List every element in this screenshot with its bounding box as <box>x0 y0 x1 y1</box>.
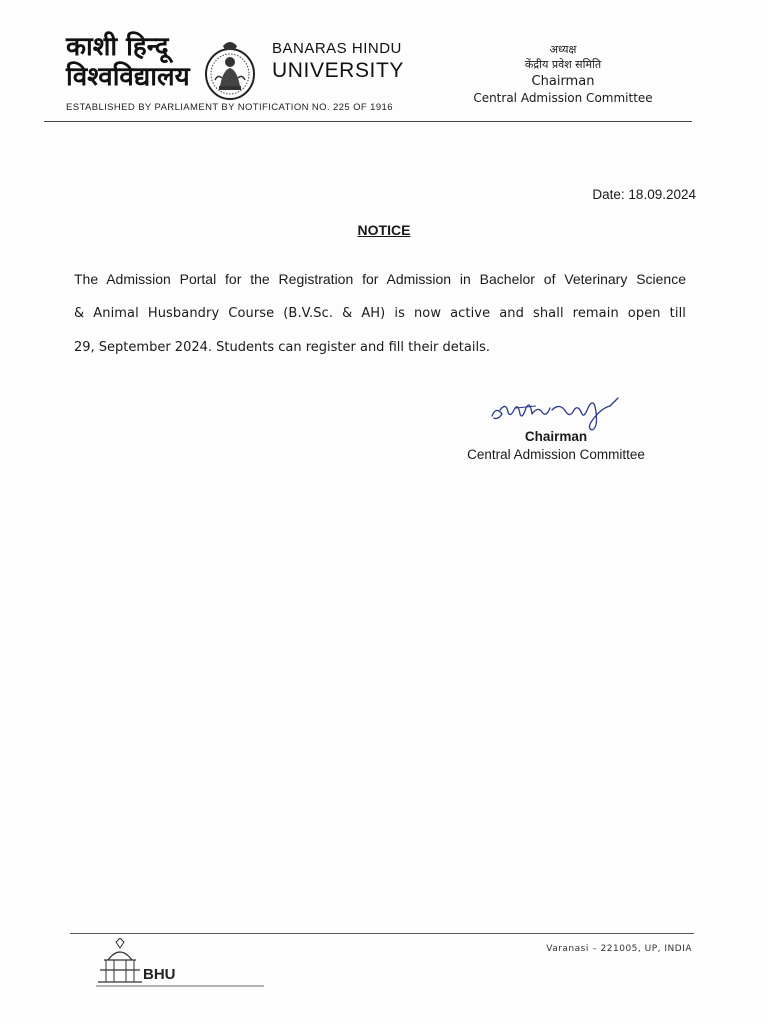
office-committee-hindi: केंद्रीय प्रवेश समिति <box>524 58 602 71</box>
bhu-building-icon <box>96 938 266 994</box>
english-name-line1: BANARAS HINDU <box>272 40 402 57</box>
hindi-name-line1: काशी हिन्दू <box>66 32 169 62</box>
established-line: ESTABLISHED BY PARLIAMENT BY NOTIFICATION NO. 225 OF 1916 <box>66 102 393 113</box>
university-seal-icon <box>203 36 257 102</box>
notice-line-3: 29, September 2024. Students can register and fill their details. <box>74 340 490 355</box>
footer-divider <box>70 933 694 934</box>
notice-date: Date: 18.09.2024 <box>592 187 696 202</box>
english-name-line2: UNIVERSITY <box>272 59 405 82</box>
office-title-hindi: अध्यक्ष <box>549 43 577 56</box>
university-name-hindi <box>66 32 190 92</box>
office-committee: Central Admission Committee <box>473 91 653 105</box>
signatory-title: Chairman <box>524 429 588 444</box>
signatory-block <box>436 428 676 464</box>
notice-title: NOTICE <box>357 222 411 238</box>
header-divider <box>44 121 692 122</box>
notice-line-1: The Admission Portal for the Registration for Admission in Bachelor of Veterinary Science <box>74 271 686 287</box>
office-block <box>458 42 668 106</box>
notice-body <box>74 262 686 366</box>
office-title: Chairman <box>531 74 595 89</box>
footer-logo-text: BHU <box>143 966 176 983</box>
university-name-english <box>272 40 404 84</box>
signatory-committee: Central Admission Committee <box>467 447 645 462</box>
footer-address: Varanasi – 221005, UP, INDIA <box>546 944 692 954</box>
hindi-name-line2: विश्वविद्यालय <box>66 62 190 92</box>
notice-line-2: & Animal Husbandry Course (B.V.Sc. & AH) is now active and shall remain open till <box>74 305 686 321</box>
